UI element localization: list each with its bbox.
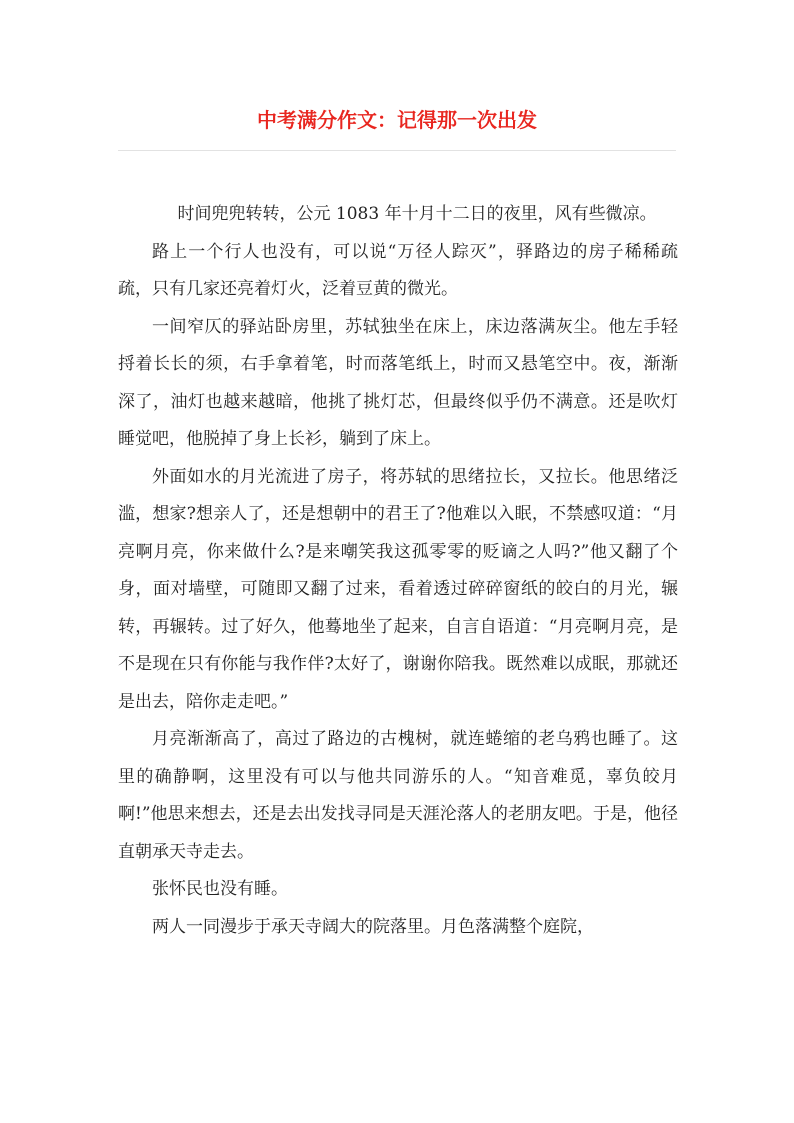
title-divider	[118, 150, 676, 151]
document-title: 中考满分作文：记得那一次出发	[257, 108, 537, 132]
paragraph: 路上一个行人也没有，可以说“万径人踪灭”，驿路边的房子稀稀疏疏，只有几家还亮着灯火，泛着豆黄的微光。	[118, 241, 678, 299]
paragraph: 月亮渐渐高了，高过了路边的古槐树，就连蜷缩的老乌鸦也睡了。这里的确静啊，这里没有可以与他共同游乐的人。“知音难觅，辜负皎月啊!”他思来想去，还是去出发找寻同是天涯沦落人的老朋友吧。于是，他径直朝承天寺走去。	[118, 729, 678, 862]
paragraph: 两人一同漫步于承天寺阔大的院落里。月色落满整个庭院，	[152, 916, 594, 937]
paragraph: 张怀民也没有睡。	[152, 879, 288, 899]
document-body	[118, 196, 678, 946]
paragraph: 时间兜兜转转，公元 1083 年十月十二日的夜里，风有些微凉。	[177, 204, 657, 224]
paragraph: 外面如水的月光流进了房子，将苏轼的思绪拉长，又拉长。他思绪泛滥，想家?想亲人了，还是想朝中的君王了?他难以入眠，不禁感叹道：“月亮啊月亮，你来做什么?是来嘲笑我这孤零零的贬谪之人吗?”他又翻了个身，面对墙壁，可随即又翻了过来，看着透过碎碎窗纸的皎白的月光，辗转，再辗转。过了好久，他蓦地坐了起来，自言自语道：“月亮啊月亮，是不是现在只有你能与我作伴?太好了，谢谢你陪我。既然难以成眠，那就还是出去，陪你走走吧。”	[118, 466, 678, 712]
paragraph: 一间窄仄的驿站卧房里，苏轼独坐在床上，床边落满灰尘。他左手轻捋着长长的须，右手拿着笔，时而落笔纸上，时而又悬笔空中。夜，渐渐深了，油灯也越来越暗，他挑了挑灯芯，但最终似乎仍不满意。还是吹灯睡觉吧，他脱掉了身上长衫，躺到了床上。	[118, 316, 678, 449]
